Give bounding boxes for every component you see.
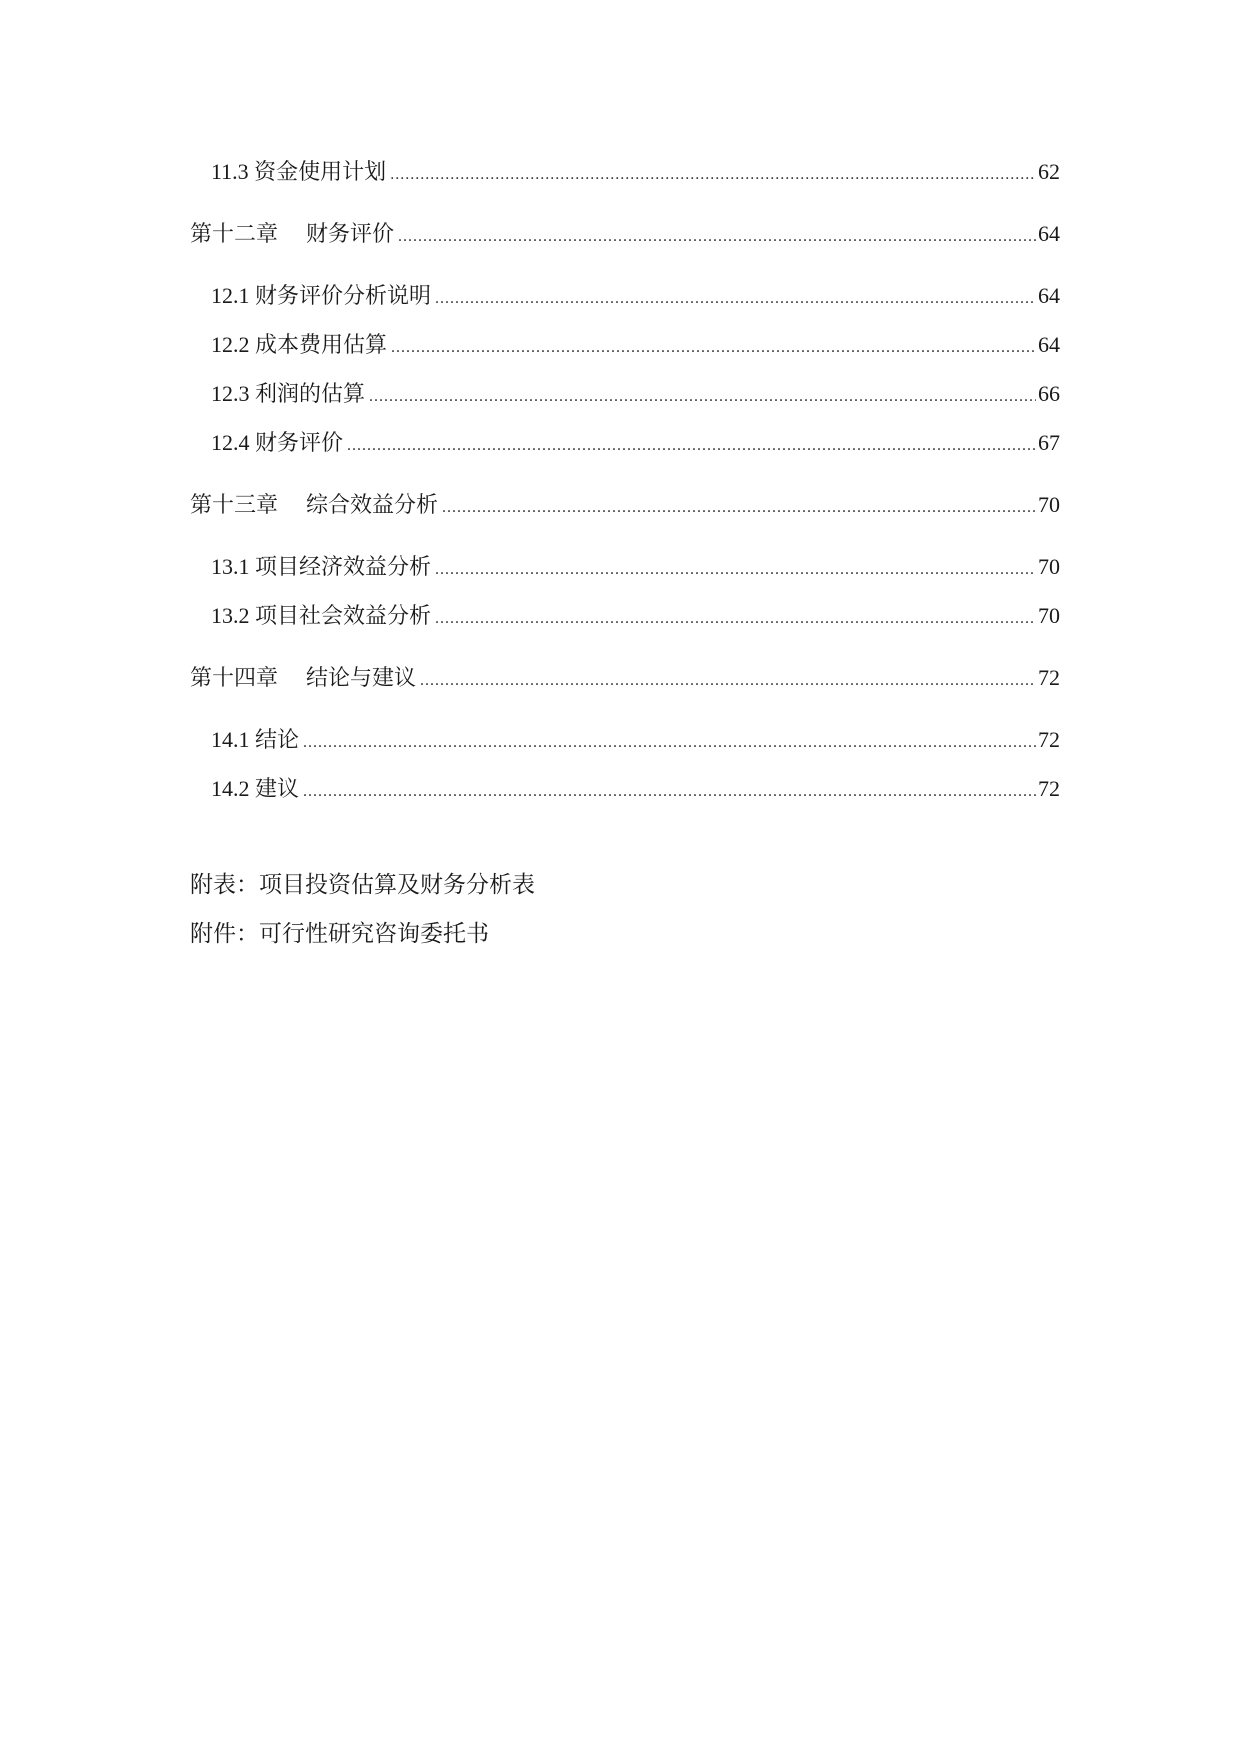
toc-page-number: 64: [1038, 283, 1060, 308]
chapter-name: 财务评价: [306, 221, 395, 246]
toc-entry-title: 12.1 财务评价分析说明: [211, 283, 432, 308]
toc-entry-title: 12.4 财务评价: [211, 430, 344, 455]
toc-page-number: 70: [1038, 554, 1060, 579]
toc-page-number: 62: [1038, 159, 1060, 184]
toc-page-number: 64: [1038, 221, 1060, 246]
appendix-list: [190, 870, 535, 968]
toc-chapter-title: [190, 219, 394, 249]
toc-page-number: 70: [1038, 603, 1060, 628]
toc-entry-title: 12.2 成本费用估算: [211, 332, 388, 357]
toc-page-number: 72: [1038, 727, 1060, 752]
dot-leader: [435, 555, 1036, 585]
toc-entry-title: 13.2 项目社会效益分析: [211, 603, 432, 628]
toc-entry-title: 11.3 资金使用计划: [211, 159, 387, 184]
attachment-line: 附件：可行性研究咨询委托书: [190, 921, 489, 946]
dot-leader: [303, 777, 1036, 807]
toc-page-number: 70: [1038, 492, 1060, 517]
toc-page-number: 72: [1038, 776, 1060, 801]
toc-entry-14-1[interactable]: [190, 725, 1060, 755]
toc-chapter-12[interactable]: [190, 219, 1060, 249]
toc-entry-title: 12.3 利润的估算: [211, 381, 366, 406]
dot-leader: [420, 666, 1036, 696]
toc-entry-title: 13.1 项目经济效益分析: [211, 554, 432, 579]
chapter-name: 综合效益分析: [306, 492, 439, 517]
toc-chapter-14[interactable]: [190, 663, 1060, 693]
toc-entry-13-2[interactable]: [190, 601, 1060, 631]
chapter-name: 结论与建议: [306, 665, 417, 690]
dot-leader: [369, 382, 1036, 412]
toc-chapter-13[interactable]: [190, 490, 1060, 520]
toc-entry-12-1[interactable]: [190, 281, 1060, 311]
toc-page-number: 72: [1038, 665, 1060, 690]
dot-leader: [435, 604, 1036, 634]
toc-page-number: 66: [1038, 381, 1060, 406]
toc-page-number: 64: [1038, 332, 1060, 357]
toc-chapter-title: [190, 490, 438, 520]
toc-entry-12-4[interactable]: [190, 428, 1060, 458]
dot-leader: [303, 728, 1036, 758]
toc-entry-title: 14.1 结论: [211, 727, 300, 752]
chapter-number: 第十四章: [190, 665, 279, 690]
dot-leader: [398, 222, 1036, 252]
chapter-number: 第十二章: [190, 221, 279, 246]
dot-leader: [347, 431, 1036, 461]
table-of-contents: [190, 157, 1060, 804]
dot-leader: [390, 160, 1036, 190]
toc-entry-12-2[interactable]: [190, 330, 1060, 360]
toc-chapter-title: [190, 663, 416, 693]
chapter-number: 第十三章: [190, 492, 279, 517]
toc-entry-title: 14.2 建议: [211, 776, 300, 801]
toc-entry-13-1[interactable]: [190, 552, 1060, 582]
attached-table-line: 附表：项目投资估算及财务分析表: [190, 872, 535, 897]
dot-leader: [442, 493, 1036, 523]
toc-page-number: 67: [1038, 430, 1060, 455]
toc-entry-14-2[interactable]: [190, 774, 1060, 804]
toc-entry-11-3[interactable]: [190, 157, 1060, 187]
dot-leader: [391, 333, 1036, 363]
toc-entry-12-3[interactable]: [190, 379, 1060, 409]
dot-leader: [435, 284, 1036, 314]
